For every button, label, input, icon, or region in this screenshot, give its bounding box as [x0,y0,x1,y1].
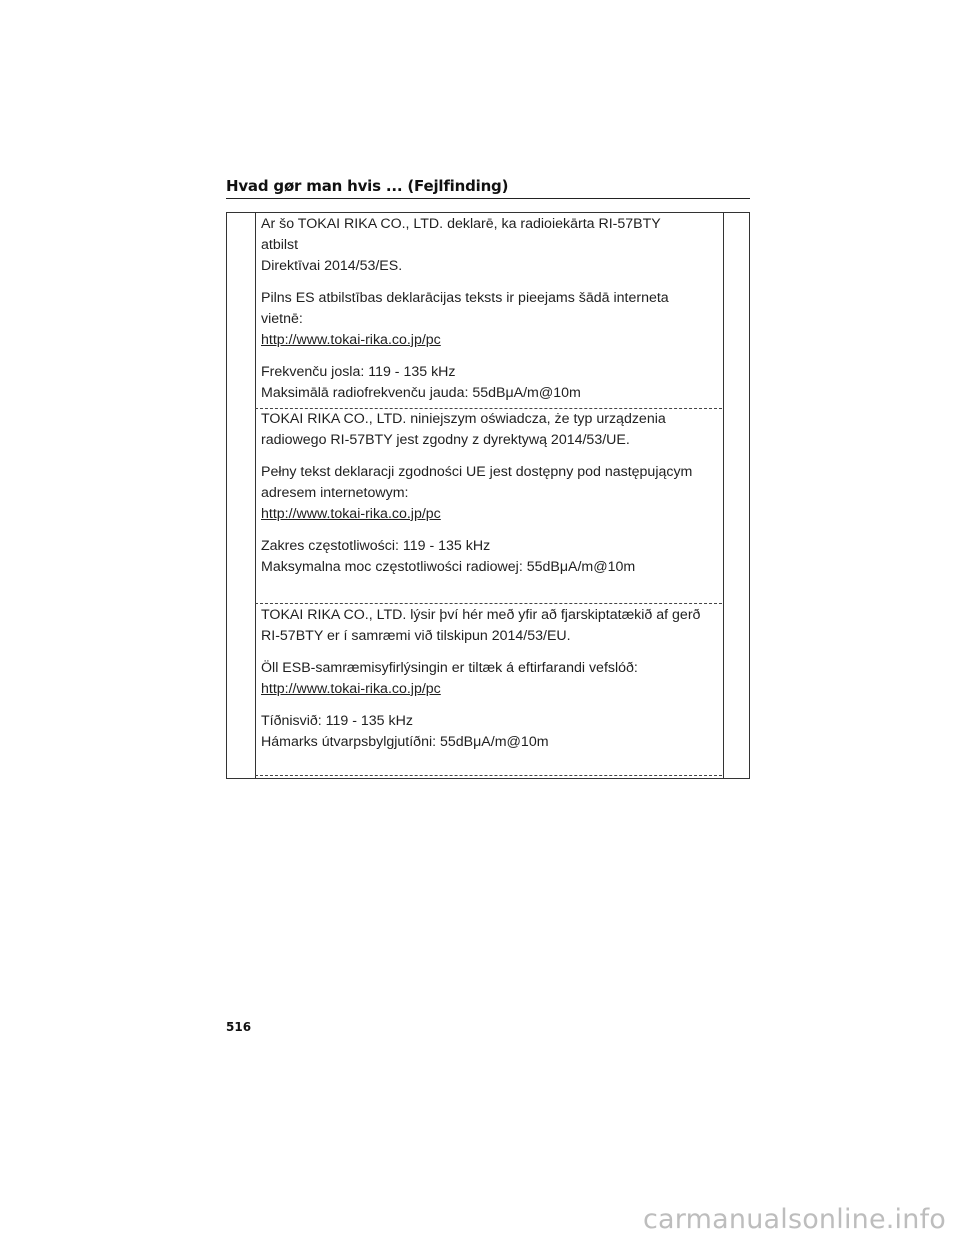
declaration-line: TOKAI RIKA CO., LTD. niniejszym oświadcza, że typ urządzenia [261,411,666,427]
frame-inner-right-line [723,213,724,778]
frame-inner-left-line [255,213,256,778]
section-latvian [261,214,701,404]
fulltext-line: vietnē: [261,311,303,327]
declaration-line: radiowego RI-57BTY jest zgodny z dyrektywą 2014/53/UE. [261,432,630,448]
declaration-line: Ar šo TOKAI RIKA CO., LTD. deklarē, ka radioiekārta RI-57BTY atbilst [261,216,661,253]
fulltext-line: adresem internetowym: [261,485,409,501]
max-power-text: Maksymalna moc częstotliwości radiowej: 55dBμA/m@10m [261,559,636,575]
declaration-line: TOKAI RIKA CO., LTD. lýsir því hér með yfir að fjarskiptatækið af gerð [261,607,701,623]
watermark-text: carmanualsonline.info [643,1204,946,1235]
declaration-line: Direktīvai 2014/53/ES. [261,258,403,274]
header-rule [226,198,750,199]
declaration-url-link[interactable]: http://www.tokai-rika.co.jp/pc [261,332,441,348]
section-divider [255,603,722,604]
frequency-text: Zakres częstotliwości: 119 - 135 kHz [261,538,491,554]
section-icelandic [261,605,701,753]
declaration-url-link[interactable]: http://www.tokai-rika.co.jp/pc [261,681,441,697]
section-polish [261,409,701,578]
frequency-text: Tíðnisvið: 119 - 135 kHz [261,713,413,729]
max-power-text: Maksimālā radiofrekvenču jauda: 55dBμA/m@10m [261,385,581,401]
fulltext-line: Öll ESB-samræmisyfirlýsingin er tiltæk á eftirfarandi vefslóð: [261,660,638,676]
declaration-url-link[interactable]: http://www.tokai-rika.co.jp/pc [261,506,441,522]
declaration-line: RI-57BTY er í samræmi við tilskipun 2014/53/EU. [261,628,571,644]
page-number: 516 [226,1020,252,1034]
fulltext-line: Pilns ES atbilstības deklarācijas teksts ir pieejams šādā interneta [261,290,669,306]
fulltext-line: Pełny tekst deklaracji zgodności UE jest dostępny pod następującym [261,464,693,480]
page-header-title: Hvad gør man hvis ... (Fejlfinding) [226,177,509,195]
frequency-text: Frekvenču josla: 119 - 135 kHz [261,364,456,380]
max-power-text: Hámarks útvarpsbylgjutíðni: 55dBμA/m@10m [261,734,549,750]
frame-bottom-dashed-line [255,775,722,776]
